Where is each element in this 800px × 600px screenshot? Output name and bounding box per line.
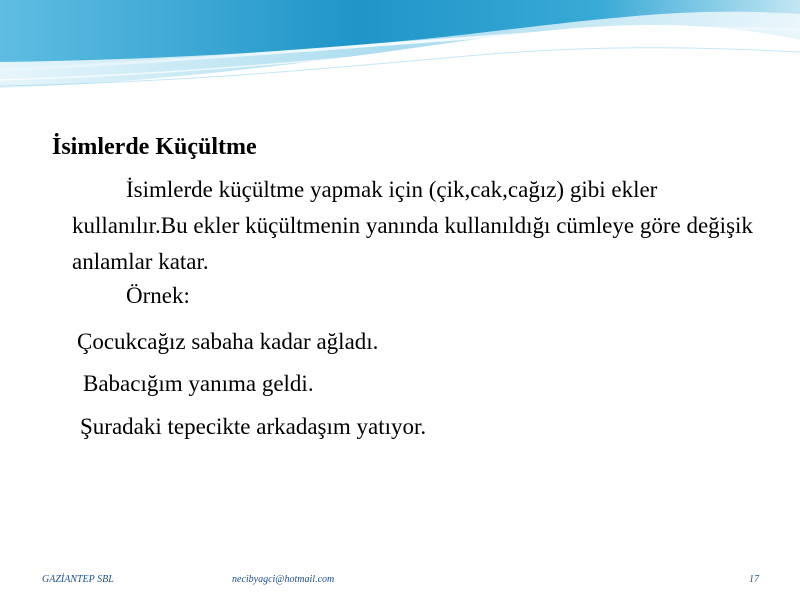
body-paragraph <box>72 172 762 280</box>
footer-organization: GAZİANTEP SBL <box>42 574 114 585</box>
paragraph-text: İsimlerde küçültme yapmak için (çik,cak,cağız) gibi ekler kullanılır.Bu ekler küçültmenin yanında kullanıldığı cümleye göre değişik anlamlar katar. <box>72 177 753 274</box>
page-number: 17 <box>749 574 759 585</box>
slide-title: İsimlerde Küçültme <box>52 134 257 160</box>
example-sentence-1: Çocukcağız sabaha kadar ağladı. <box>77 329 379 354</box>
example-label: Örnek: <box>126 283 190 308</box>
header-wave-decoration <box>0 0 800 95</box>
example-sentence-2: Babacığım yanıma geldi. <box>83 371 314 396</box>
footer-email: necibyagci@hotmail.com <box>232 574 335 585</box>
example-sentence-3: Şuradaki tepecikte arkadaşım yatıyor. <box>80 414 427 439</box>
